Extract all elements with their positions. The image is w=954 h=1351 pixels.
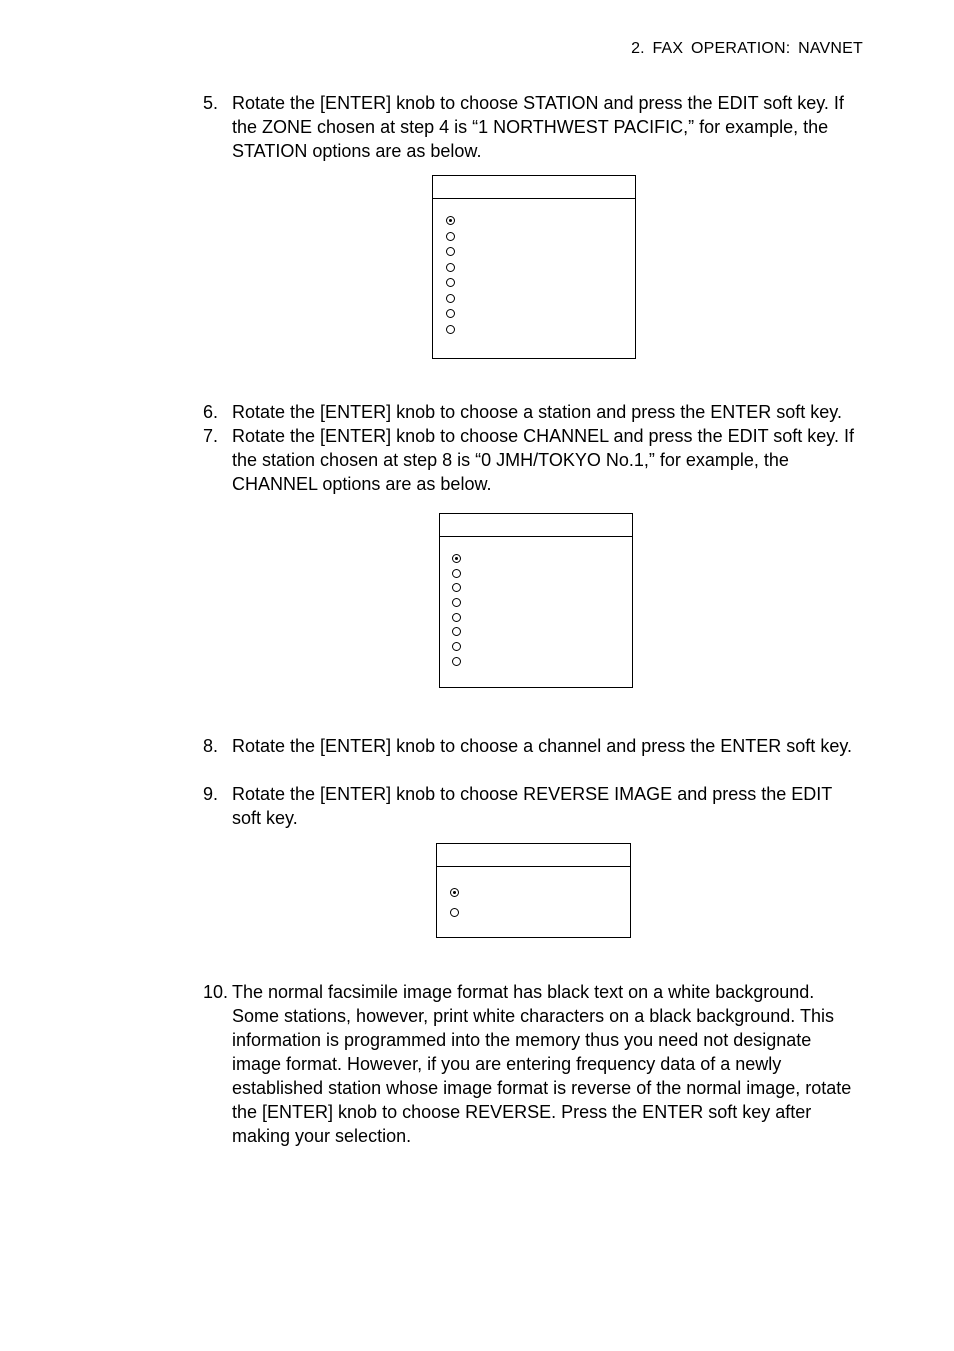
radio-unselected-icon[interactable] bbox=[452, 583, 461, 592]
channel-option-list bbox=[440, 537, 632, 669]
station-options-window bbox=[432, 175, 636, 359]
window-title-bar bbox=[437, 844, 630, 867]
radio-option[interactable] bbox=[440, 639, 632, 654]
radio-option[interactable] bbox=[433, 244, 635, 260]
step-text: Rotate the [ENTER] knob to choose a station and press the ENTER soft key. bbox=[232, 402, 842, 422]
radio-option[interactable] bbox=[433, 322, 635, 338]
radio-unselected-icon[interactable] bbox=[452, 569, 461, 578]
step-number: 8. bbox=[203, 736, 219, 756]
radio-unselected-icon[interactable] bbox=[452, 657, 461, 666]
radio-option[interactable] bbox=[433, 306, 635, 322]
radio-unselected-icon[interactable] bbox=[446, 278, 455, 287]
step-10 bbox=[203, 980, 863, 1148]
radio-option[interactable] bbox=[440, 551, 632, 566]
reverse-image-option-list bbox=[437, 867, 630, 922]
radio-option[interactable] bbox=[440, 624, 632, 639]
radio-option[interactable] bbox=[440, 610, 632, 625]
step-text: Rotate the [ENTER] knob to choose REVERSE IMAGE and press the EDIT soft key. bbox=[232, 784, 832, 828]
radio-option[interactable] bbox=[433, 229, 635, 245]
radio-option[interactable] bbox=[433, 213, 635, 229]
radio-selected-icon[interactable] bbox=[446, 216, 455, 225]
radio-option[interactable] bbox=[440, 566, 632, 581]
radio-unselected-icon[interactable] bbox=[446, 309, 455, 318]
radio-option[interactable] bbox=[433, 260, 635, 276]
page-header: 2. FAX OPERATION: NAVNET bbox=[631, 40, 863, 57]
step-text: Rotate the [ENTER] knob to choose a channel and press the ENTER soft key. bbox=[232, 736, 852, 756]
step-number: 7. bbox=[203, 426, 219, 446]
step-number: 6. bbox=[203, 402, 219, 422]
window-title-bar bbox=[440, 514, 632, 537]
step-8 bbox=[203, 734, 863, 758]
radio-unselected-icon[interactable] bbox=[452, 627, 461, 636]
channel-options-window bbox=[439, 513, 633, 688]
step-9 bbox=[203, 782, 863, 830]
radio-unselected-icon[interactable] bbox=[446, 325, 455, 334]
step-7 bbox=[203, 424, 863, 496]
step-number: 10. bbox=[203, 982, 229, 1002]
radio-selected-icon[interactable] bbox=[450, 888, 459, 897]
step-5 bbox=[203, 91, 863, 163]
reverse-image-options-window bbox=[436, 843, 631, 938]
radio-option[interactable] bbox=[437, 902, 630, 922]
radio-option[interactable] bbox=[440, 595, 632, 610]
station-option-list bbox=[433, 199, 635, 337]
radio-option[interactable] bbox=[440, 580, 632, 595]
step-number: 5. bbox=[203, 93, 219, 113]
radio-selected-icon[interactable] bbox=[452, 554, 461, 563]
radio-option[interactable] bbox=[433, 275, 635, 291]
step-text: The normal facsimile image format has black text on a white background. Some stations, however, print white characters on a black background. This information is programmed into the memory thus you need not designate image format. However, if you are entering frequency data of a newly established station whose image format is reverse of the normal image, rotate the [ENTER] knob to choose REVERSE. Press the ENTER soft key after making your selection. bbox=[232, 982, 852, 1146]
radio-unselected-icon[interactable] bbox=[452, 642, 461, 651]
radio-unselected-icon[interactable] bbox=[452, 598, 461, 607]
radio-option[interactable] bbox=[437, 882, 630, 902]
step-text: Rotate the [ENTER] knob to choose CHANNEL and press the EDIT soft key. If the station chosen at step 8 is “0 JMH/TOKYO No.1,” for example, the CHANNEL options are as below. bbox=[232, 426, 854, 494]
window-title-bar bbox=[433, 176, 635, 199]
radio-unselected-icon[interactable] bbox=[446, 247, 455, 256]
radio-unselected-icon[interactable] bbox=[446, 232, 455, 241]
radio-unselected-icon[interactable] bbox=[452, 613, 461, 622]
step-6 bbox=[203, 400, 863, 424]
radio-unselected-icon[interactable] bbox=[446, 294, 455, 303]
step-number: 9. bbox=[203, 784, 219, 804]
radio-option[interactable] bbox=[440, 654, 632, 669]
radio-option[interactable] bbox=[433, 291, 635, 307]
radio-unselected-icon[interactable] bbox=[450, 908, 459, 917]
radio-unselected-icon[interactable] bbox=[446, 263, 455, 272]
step-text: Rotate the [ENTER] knob to choose STATION and press the EDIT soft key. If the ZONE chosen at step 4 is “1 NORTHWEST PACIFIC,” for example, the STATION options are as below. bbox=[232, 93, 844, 161]
